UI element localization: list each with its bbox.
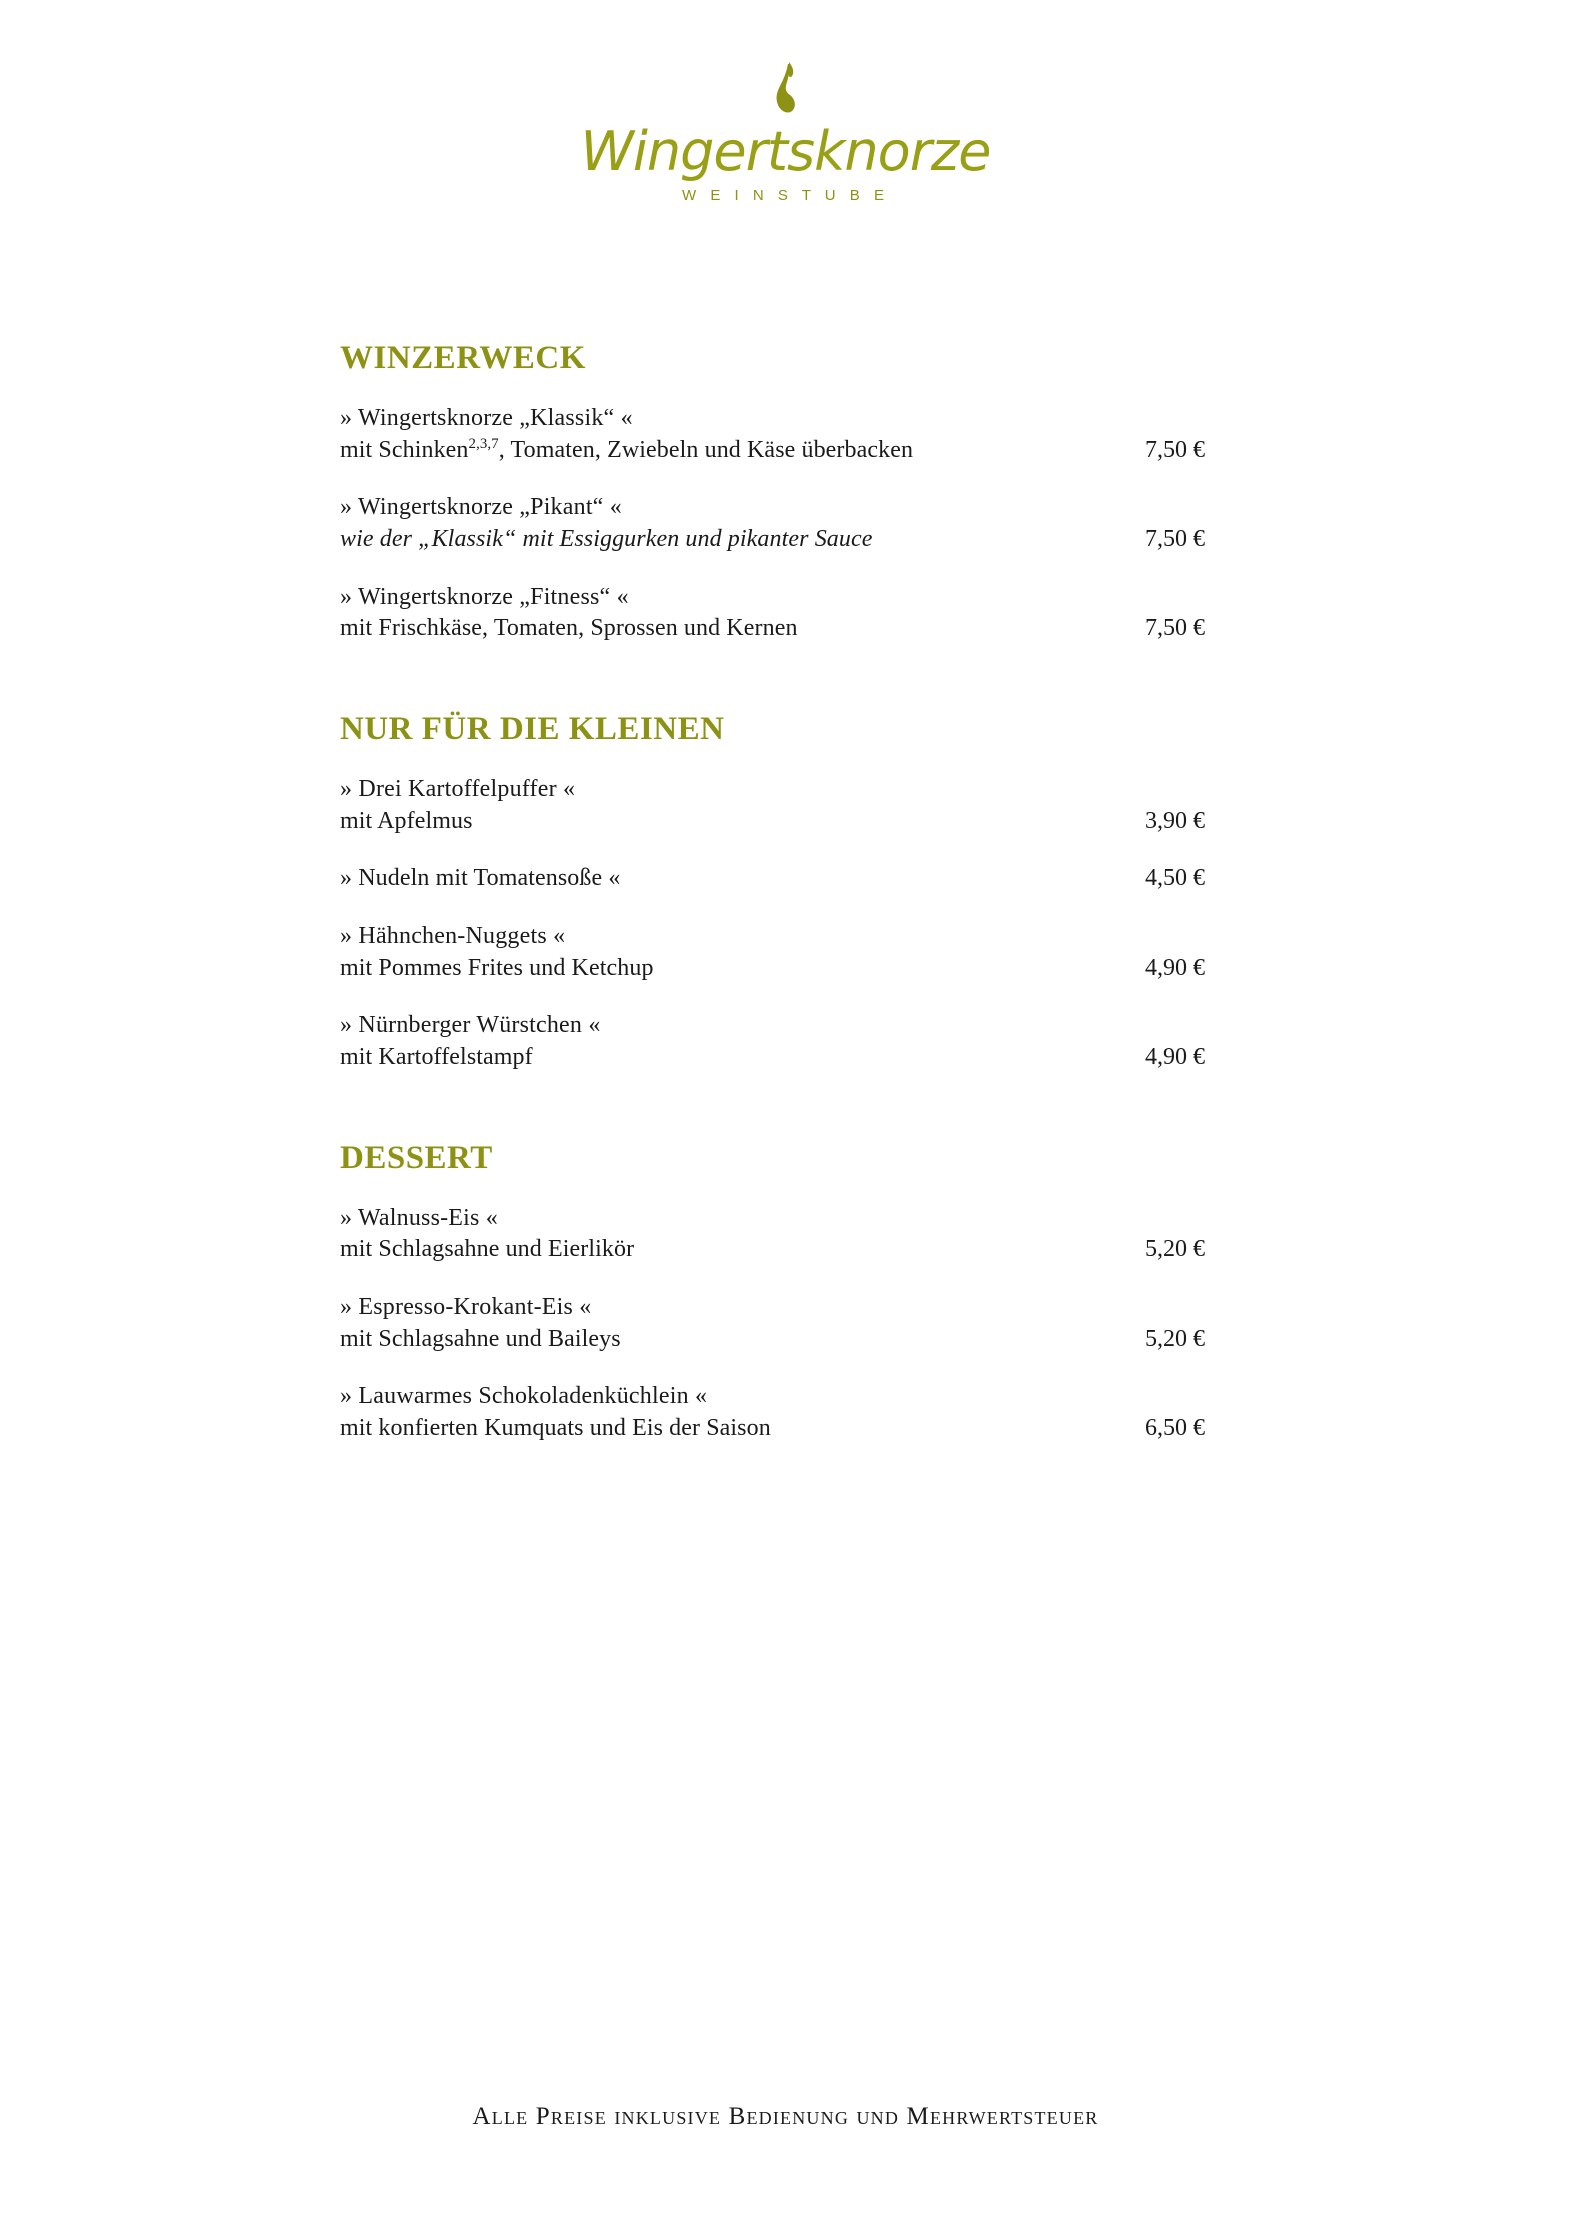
item-title: Hähnchen-Nuggets	[358, 923, 547, 950]
menu-item-name	[340, 1292, 1240, 1324]
menu-item	[340, 863, 1240, 895]
item-bracket-right: «	[609, 494, 622, 521]
footer-note: Alle Preise inklusive Bedienung und Mehrwertsteuer	[472, 2103, 1099, 2130]
menu-item-price: 4,90 €	[1145, 954, 1205, 981]
menu-item-description: mit Kartoffelstampf	[340, 1044, 533, 1071]
item-bracket-right: «	[485, 1204, 498, 1231]
item-bracket-left: »	[340, 1012, 353, 1039]
menu-item-description	[340, 435, 933, 467]
item-bracket-right: «	[588, 1012, 601, 1039]
item-bracket-left: »	[340, 583, 353, 610]
item-bracket-left: »	[340, 405, 353, 431]
item-title: Wingertsknorze „Klassik“	[357, 405, 615, 431]
item-title: Nürnberger Würstchen	[358, 1012, 583, 1039]
item-title: Lauwarmes Schokoladenküchlein	[358, 1383, 689, 1410]
menu-item	[340, 582, 1240, 645]
menu-item	[340, 1381, 1240, 1444]
menu-item	[340, 1203, 1240, 1266]
item-title: Nudeln mit Tomatensoße	[358, 865, 603, 892]
menu-item-row	[340, 1042, 1240, 1074]
menu-item-description: mit Schlagsahne und Baileys	[340, 1325, 621, 1352]
item-title: Espresso-Krokant-Eis	[358, 1294, 574, 1321]
menu-item	[340, 1010, 1240, 1073]
item-title: Wingertsknorze „Fitness“	[357, 583, 611, 610]
menu-section-dessert	[340, 1140, 1240, 1445]
desc-post: , Tomaten, Zwiebeln und Käse überbacken	[498, 436, 914, 463]
logo-subtitle: W E I N S T U B E	[682, 186, 889, 204]
menu-item-description: mit Pommes Frites und Ketchup	[340, 954, 654, 981]
item-title: Wingertsknorze „Pikant“	[357, 494, 604, 521]
restaurant-logo	[0, 60, 1571, 204]
menu-item	[340, 403, 1240, 466]
item-bracket-right: «	[562, 776, 576, 803]
menu-item-description: wie der „Klassik“ mit Essiggurken und pikanter Sauce	[340, 526, 873, 553]
menu-item-row	[340, 435, 1240, 467]
menu-item-price: 7,50 €	[1145, 526, 1205, 553]
menu-item-price: 5,20 €	[1145, 1236, 1205, 1263]
menu-item-row	[340, 1234, 1240, 1266]
menu-item-row	[340, 524, 1240, 556]
menu-item-name	[340, 1010, 1240, 1042]
menu-item	[340, 921, 1240, 984]
item-title: Drei Kartoffelpuffer	[358, 776, 557, 803]
menu-section-winzerweck	[340, 340, 1240, 645]
menu-item	[340, 492, 1240, 555]
menu-item-row	[340, 1413, 1240, 1445]
item-bracket-left: »	[340, 923, 353, 950]
menu-item-price: 4,90 €	[1145, 1044, 1205, 1071]
desc-pre: mit Schinken	[340, 436, 469, 463]
item-bracket-left: »	[340, 1204, 353, 1231]
menu-item-name	[340, 921, 1240, 953]
menu-item-name	[340, 774, 1240, 806]
menu-item-name	[340, 863, 640, 895]
item-bracket-right: «	[553, 923, 566, 950]
item-bracket-left: »	[340, 494, 353, 521]
menu-section-kinder	[340, 711, 1240, 1074]
menu-item	[340, 1292, 1240, 1355]
menu-item-name	[340, 1381, 1240, 1413]
menu-item-row	[340, 613, 1240, 645]
menu-item-row	[340, 1324, 1240, 1356]
menu-item	[340, 774, 1240, 837]
item-bracket-right: «	[694, 1383, 708, 1410]
menu-item-description: mit Apfelmus	[340, 807, 473, 834]
menu-item-price: 7,50 €	[1145, 615, 1205, 642]
logo-wordmark: Wingertsknorze	[580, 120, 991, 183]
section-title: NUR FÜR DIE KLEINEN	[340, 711, 725, 748]
menu-content	[340, 340, 1240, 1445]
item-bracket-right: «	[608, 865, 621, 892]
allergen-markers: 2,3,7	[468, 435, 499, 452]
menu-item-price: 3,90 €	[1145, 807, 1205, 834]
menu-item-name	[340, 492, 1240, 524]
item-bracket-left: »	[340, 776, 353, 803]
menu-item-price: 6,50 €	[1145, 1415, 1205, 1442]
menu-item-row	[340, 863, 1240, 895]
section-title: DESSERT	[340, 1139, 493, 1176]
menu-item-price: 4,50 €	[1145, 865, 1205, 892]
menu-item-price: 7,50 €	[1145, 436, 1205, 463]
menu-item-description: mit Schlagsahne und Eierlikör	[340, 1236, 635, 1263]
section-title: WINZERWECK	[340, 340, 586, 376]
menu-item-name	[340, 1203, 1240, 1235]
item-bracket-right: «	[579, 1294, 592, 1321]
item-bracket-right: «	[616, 583, 629, 610]
menu-item-row	[340, 953, 1240, 985]
menu-item-name	[340, 403, 1240, 435]
menu-item-description: mit Frischkäse, Tomaten, Sprossen und Kernen	[340, 615, 798, 642]
item-bracket-right: «	[620, 405, 633, 431]
item-bracket-left: »	[340, 865, 353, 892]
item-title: Walnuss-Eis	[357, 1204, 480, 1231]
item-bracket-left: »	[340, 1294, 353, 1321]
menu-item-description: mit konfierten Kumquats und Eis der Saison	[340, 1415, 771, 1442]
menu-item-price: 5,20 €	[1145, 1325, 1205, 1352]
item-bracket-left: »	[340, 1383, 353, 1410]
menu-item-row	[340, 806, 1240, 838]
menu-item-name	[340, 582, 1240, 614]
